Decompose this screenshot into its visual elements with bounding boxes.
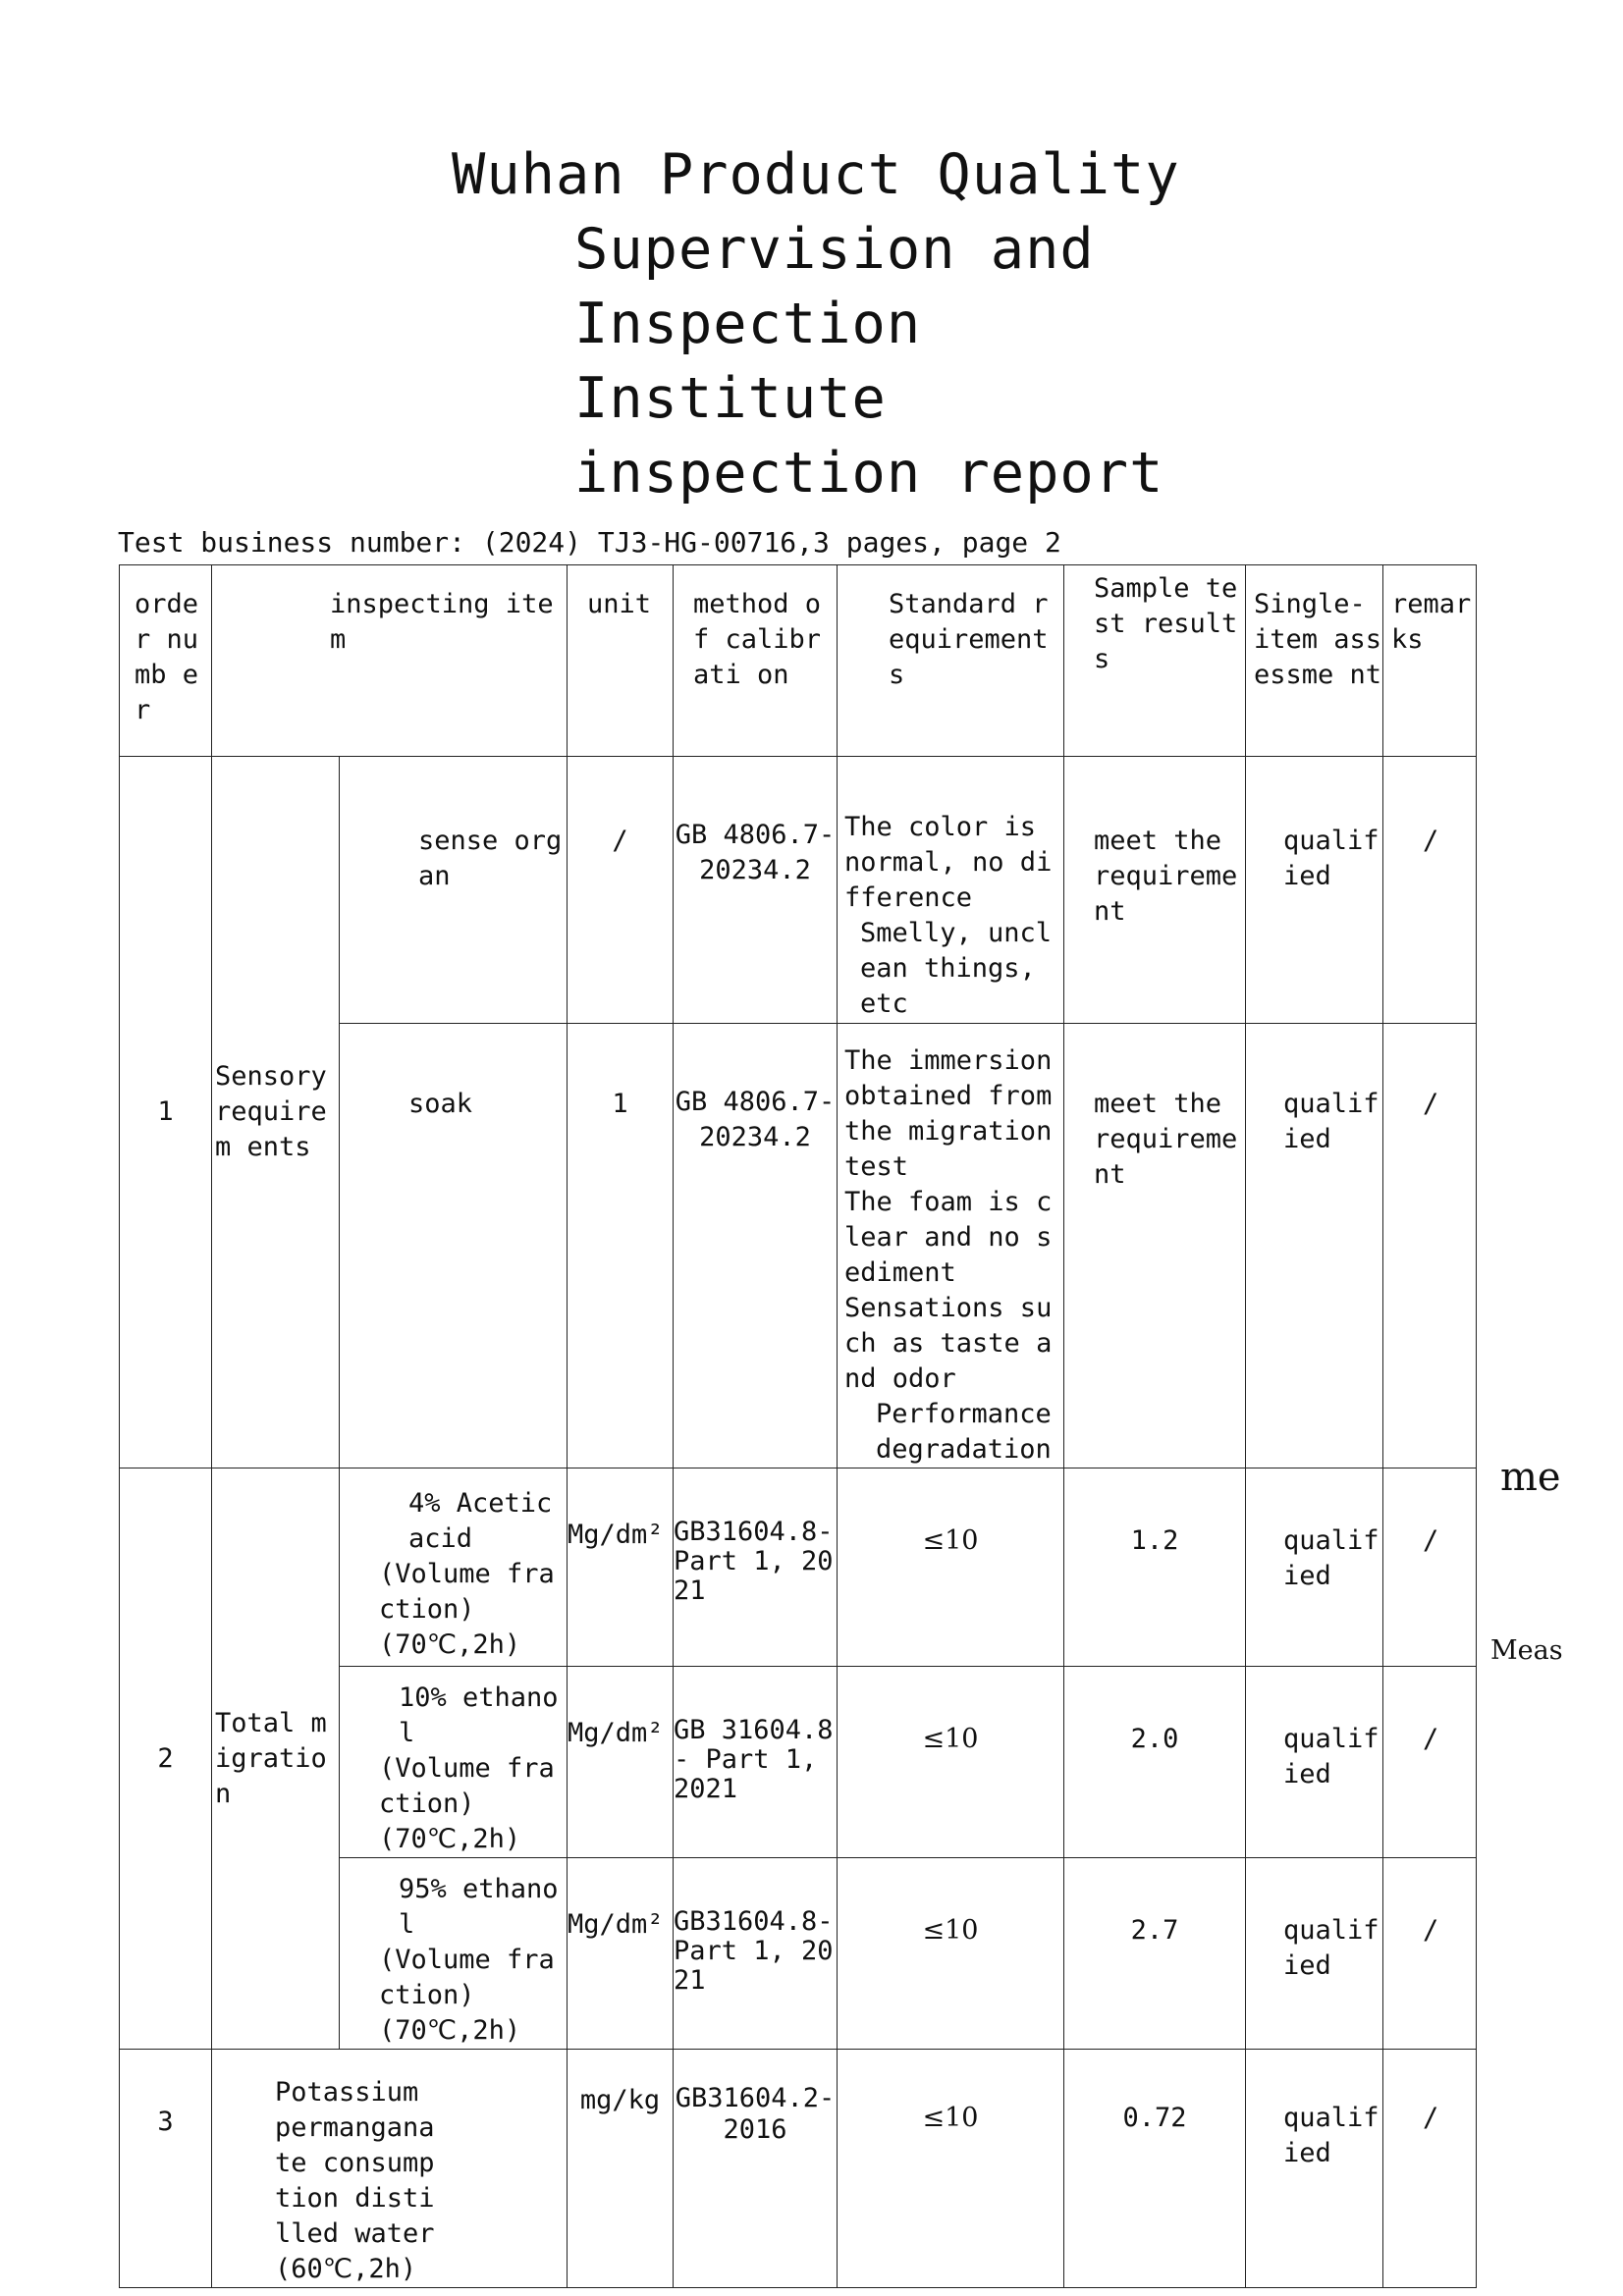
- title-line-3: Inspection: [574, 292, 922, 356]
- order-number-2: 2: [120, 1468, 212, 2050]
- table-row: [120, 757, 1477, 1024]
- unit-cell: 1: [568, 1024, 674, 1468]
- assessment-cell: qualif ied: [1246, 1858, 1383, 2050]
- standard-cell: ≤10: [838, 2050, 1064, 2288]
- assessment-cell: qualif ied: [1246, 1024, 1383, 1468]
- method-cell: GB31604.8- Part 1, 2021: [674, 1858, 838, 2050]
- item-line: 4% Acetic acid: [408, 1488, 553, 1554]
- standard-line: The foam is clear and no sediment: [844, 1187, 1053, 1288]
- assessment-cell: qualif ied: [1246, 757, 1383, 1024]
- assessment-cell: qualif ied: [1246, 1667, 1383, 1858]
- order-number-3: 3: [120, 2050, 212, 2288]
- header-unit: unit: [568, 565, 674, 757]
- header-standard: Standard requirement s: [838, 565, 1064, 757]
- result-cell: 2.7: [1064, 1858, 1246, 2050]
- method-cell: GB 4806.7-20234.2: [674, 757, 838, 1024]
- item-ethanol-95: [340, 1858, 568, 2050]
- item-line: (Volume fraction): [379, 1945, 555, 2010]
- item-soak: soak: [340, 1024, 568, 1468]
- result-cell: 1.2: [1064, 1468, 1246, 1667]
- item-line: 95% ethanol: [399, 1874, 559, 1940]
- title-line-4: Institute: [574, 366, 887, 431]
- table-row: [120, 1468, 1477, 1667]
- remarks-cell: /: [1383, 1858, 1477, 2050]
- item-acetic-acid: [340, 1468, 568, 1667]
- item-line: (70℃,2h): [379, 1824, 521, 1854]
- standard-line: Smelly, unclean things, etc: [860, 918, 1053, 1019]
- standard-line: The immersion obtained from the migration test: [844, 1045, 1053, 1182]
- result-cell: meet the requireme nt: [1064, 757, 1246, 1024]
- item-line: (70℃,2h): [379, 2015, 521, 2046]
- item-potassium-permanganate: Potassium permanganate consumption distilled water (60℃,2h): [212, 2050, 568, 2288]
- unit-cell: Mg/dm²: [568, 1667, 674, 1858]
- header-method: method of calibrati on: [674, 565, 838, 757]
- result-cell: meet the requireme nt: [1064, 1024, 1246, 1468]
- method-cell: GB31604.8- Part 1, 2021: [674, 1468, 838, 1667]
- unit-cell: Mg/dm²: [568, 1468, 674, 1667]
- assessment-cell: qualif ied: [1246, 1468, 1383, 1667]
- remarks-cell: /: [1383, 1024, 1477, 1468]
- header-single-item-assessment: Single- item assessme nt: [1246, 565, 1383, 757]
- title-line-2: Supervision and: [574, 217, 1095, 282]
- side-note-meas: Meas: [1490, 1635, 1563, 1666]
- remarks-cell: /: [1383, 757, 1477, 1024]
- unit-cell: Mg/dm²: [568, 1858, 674, 2050]
- unit-cell: /: [568, 757, 674, 1024]
- side-note-me: me: [1500, 1455, 1561, 1500]
- item-line: 10% ethanol: [399, 1682, 559, 1748]
- standard-cell: ≤10: [838, 1468, 1064, 1667]
- method-cell: GB31604.2- 2016: [674, 2050, 838, 2288]
- header-inspecting-item: inspecting item: [212, 565, 568, 757]
- title-line-5: inspection report: [574, 441, 1164, 506]
- method-cell: GB 31604.8- Part 1, 2021: [674, 1667, 838, 1858]
- header-sample-results: Sample test results: [1064, 565, 1246, 757]
- standard-cell: ≤10: [838, 1858, 1064, 2050]
- inspection-table: [119, 564, 1477, 2288]
- order-number-1: 1: [120, 757, 212, 1468]
- result-cell: 0.72: [1064, 2050, 1246, 2288]
- standard-line: The color is normal, no difference: [844, 812, 1053, 913]
- category-sensory: Sensory requirem ents: [212, 757, 340, 1468]
- remarks-cell: /: [1383, 2050, 1477, 2288]
- unit-cell: mg/kg: [568, 2050, 674, 2288]
- test-business-number: Test business number: (2024) TJ3-HG-00716,3 pages, page 2: [118, 526, 1061, 559]
- item-sense-organ: sense organ: [340, 757, 568, 1024]
- result-cell: 2.0: [1064, 1667, 1246, 1858]
- standard-line: Performance degradation: [876, 1399, 1052, 1465]
- report-title: [452, 137, 1198, 510]
- remarks-cell: /: [1383, 1667, 1477, 1858]
- header-order-number: orde r numb er: [120, 565, 212, 757]
- header-remarks: remar ks: [1383, 565, 1477, 757]
- table-row: [120, 2050, 1477, 2288]
- category-total-migration: Total migratio n: [212, 1468, 340, 2050]
- item-ethanol-10: [340, 1667, 568, 1858]
- item-line: (70℃,2h): [379, 1629, 521, 1660]
- standard-cell: [838, 1024, 1064, 1468]
- title-line-1: Wuhan Product Quality: [452, 142, 1180, 207]
- item-line: (Volume fraction): [379, 1753, 555, 1819]
- item-line: (Volume fraction): [379, 1559, 555, 1625]
- standard-cell: ≤10: [838, 1667, 1064, 1858]
- standard-cell: [838, 757, 1064, 1024]
- method-cell: GB 4806.7-20234.2: [674, 1024, 838, 1468]
- assessment-cell: qualif ied: [1246, 2050, 1383, 2288]
- standard-line: Sensations such as taste and odor: [844, 1293, 1053, 1394]
- remarks-cell: /: [1383, 1468, 1477, 1667]
- header-row: [120, 565, 1477, 757]
